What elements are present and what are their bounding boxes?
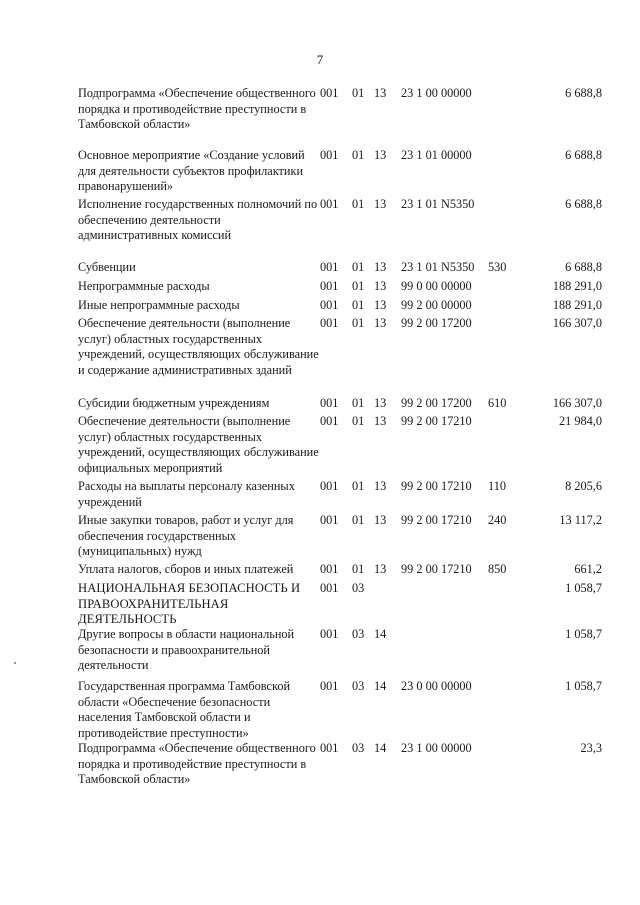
section-code: 03 (352, 627, 365, 641)
ved-code: 001 (320, 562, 339, 576)
amount: 6 688,8 (565, 260, 602, 274)
subsection-code: 13 (374, 260, 387, 274)
target-article-code: 23 1 01 00000 (401, 148, 472, 162)
table-row (0, 197, 640, 260)
target-article-code: 99 2 00 00000 (401, 298, 472, 312)
table-row (0, 148, 640, 197)
expense-type-code: 110 (488, 479, 506, 493)
amount: 188 291,0 (552, 279, 602, 293)
section-code: 03 (352, 581, 365, 595)
subsection-code: 13 (374, 562, 387, 576)
section-code: 03 (352, 679, 365, 693)
amount: 188 291,0 (552, 298, 602, 312)
table-row (0, 260, 640, 279)
table-row (0, 316, 640, 396)
row-name: Субвенции (78, 260, 136, 274)
target-article-code: 99 2 00 17200 (401, 316, 472, 330)
target-article-code: 99 2 00 17210 (401, 562, 472, 576)
table-row (0, 86, 640, 148)
row-name: Государственная программа Тамбовской области «Обеспечение безопасности населения Тамбовской области и противодействие преступности» (78, 679, 291, 740)
subsection-code: 13 (374, 197, 387, 211)
ved-code: 001 (320, 260, 339, 274)
subsection-code: 13 (374, 148, 387, 162)
ved-code: 001 (320, 581, 339, 595)
subsection-code: 13 (374, 414, 387, 428)
ved-code: 001 (320, 741, 339, 755)
scan-speck (14, 662, 16, 664)
ved-code: 001 (320, 627, 339, 641)
subsection-code: 13 (374, 396, 387, 410)
amount: 21 984,0 (558, 414, 602, 428)
section-code: 01 (352, 148, 365, 162)
row-name: Иные непрограммные расходы (78, 298, 240, 312)
section-code: 01 (352, 479, 365, 493)
amount: 166 307,0 (552, 316, 602, 330)
row-name: Непрограммные расходы (78, 279, 210, 293)
section-code: 01 (352, 513, 365, 527)
target-article-code: 23 1 00 00000 (401, 741, 472, 755)
ved-code: 001 (320, 414, 339, 428)
section-code: 01 (352, 396, 365, 410)
section-code: 01 (352, 562, 365, 576)
target-article-code: 99 0 00 00000 (401, 279, 472, 293)
amount: 166 307,0 (552, 396, 602, 410)
row-name: Расходы на выплаты персоналу казенных учреждений (78, 479, 295, 509)
expense-type-code: 530 (488, 260, 507, 274)
expense-type-code: 610 (488, 396, 507, 410)
table-row (0, 679, 640, 741)
row-name: Исполнение государственных полномочий по обеспечению деятельности административных комиссий (78, 197, 318, 242)
amount: 6 688,8 (565, 86, 602, 100)
target-article-code: 23 1 01 N5350 (401, 197, 475, 211)
section-code: 01 (352, 298, 365, 312)
table-row (0, 414, 640, 479)
budget-table (0, 86, 640, 803)
section-code: 01 (352, 414, 365, 428)
amount: 1 058,7 (565, 679, 602, 693)
target-article-code: 99 2 00 17210 (401, 513, 472, 527)
ved-code: 001 (320, 298, 339, 312)
ved-code: 001 (320, 279, 339, 293)
section-code: 01 (352, 260, 365, 274)
amount: 13 117,2 (559, 513, 602, 527)
ved-code: 001 (320, 679, 339, 693)
ved-code: 001 (320, 513, 339, 527)
table-row (0, 479, 640, 513)
expense-type-code: 850 (488, 562, 507, 576)
subsection-code: 14 (374, 679, 387, 693)
section-code: 01 (352, 197, 365, 211)
table-row (0, 627, 640, 679)
subsection-code: 14 (374, 741, 387, 755)
section-code: 03 (352, 741, 365, 755)
ved-code: 001 (320, 316, 339, 330)
section-code: 01 (352, 86, 365, 100)
row-name: Другие вопросы в области национальной безопасности и правоохранительной деятельности (78, 627, 295, 672)
ved-code: 001 (320, 396, 339, 410)
amount: 1 058,7 (565, 627, 602, 641)
target-article-code: 99 2 00 17200 (401, 396, 472, 410)
row-name: Обеспечение деятельности (выполнение услуг) областных государственных учреждений, осуществляющих обслуживание и содержание административных зданий (78, 316, 319, 377)
ved-code: 001 (320, 197, 339, 211)
ved-code: 001 (320, 148, 339, 162)
section-code: 01 (352, 316, 365, 330)
page-number: 7 (316, 52, 324, 67)
table-row (0, 741, 640, 803)
row-name: Подпрограмма «Обеспечение общественного порядка и противодействие преступности в Тамбовской области» (78, 741, 316, 786)
subsection-code: 14 (374, 627, 387, 641)
amount: 23,3 (580, 741, 602, 755)
table-row (0, 513, 640, 562)
target-article-code: 23 1 01 N5350 (401, 260, 475, 274)
amount: 6 688,8 (565, 197, 602, 211)
amount: 661,2 (574, 562, 602, 576)
row-name: Уплата налогов, сборов и иных платежей (78, 562, 294, 576)
table-row (0, 562, 640, 581)
subsection-code: 13 (374, 479, 387, 493)
amount: 6 688,8 (565, 148, 602, 162)
table-row (0, 298, 640, 316)
table-row (0, 279, 640, 298)
ved-code: 001 (320, 86, 339, 100)
target-article-code: 23 1 00 00000 (401, 86, 472, 100)
row-name: НАЦИОНАЛЬНАЯ БЕЗОПАСНОСТЬ И ПРАВООХРАНИТЕЛЬНАЯ ДЕЯТЕЛЬНОСТЬ (78, 581, 301, 626)
row-name: Иные закупки товаров, работ и услуг для обеспечения государственных (муниципальных) нужд (78, 513, 294, 558)
subsection-code: 13 (374, 513, 387, 527)
target-article-code: 99 2 00 17210 (401, 414, 472, 428)
amount: 1 058,7 (565, 581, 602, 595)
section-code: 01 (352, 279, 365, 293)
ved-code: 001 (320, 479, 339, 493)
row-name: Подпрограмма «Обеспечение общественного порядка и противодействие преступности в Тамбовской области» (78, 86, 316, 131)
amount: 8 205,6 (565, 479, 602, 493)
target-article-code: 99 2 00 17210 (401, 479, 472, 493)
row-name: Обеспечение деятельности (выполнение услуг) областных государственных учреждений, осуществляющих обслуживание официальных мероприятий (78, 414, 319, 475)
subsection-code: 13 (374, 86, 387, 100)
table-row (0, 396, 640, 414)
expense-type-code: 240 (488, 513, 507, 527)
subsection-code: 13 (374, 298, 387, 312)
table-row (0, 581, 640, 627)
subsection-code: 13 (374, 316, 387, 330)
row-name: Основное мероприятие «Создание условий для деятельности субъектов профилактики правонарушений» (78, 148, 305, 193)
row-name: Субсидии бюджетным учреждениям (78, 396, 270, 410)
target-article-code: 23 0 00 00000 (401, 679, 472, 693)
subsection-code: 13 (374, 279, 387, 293)
